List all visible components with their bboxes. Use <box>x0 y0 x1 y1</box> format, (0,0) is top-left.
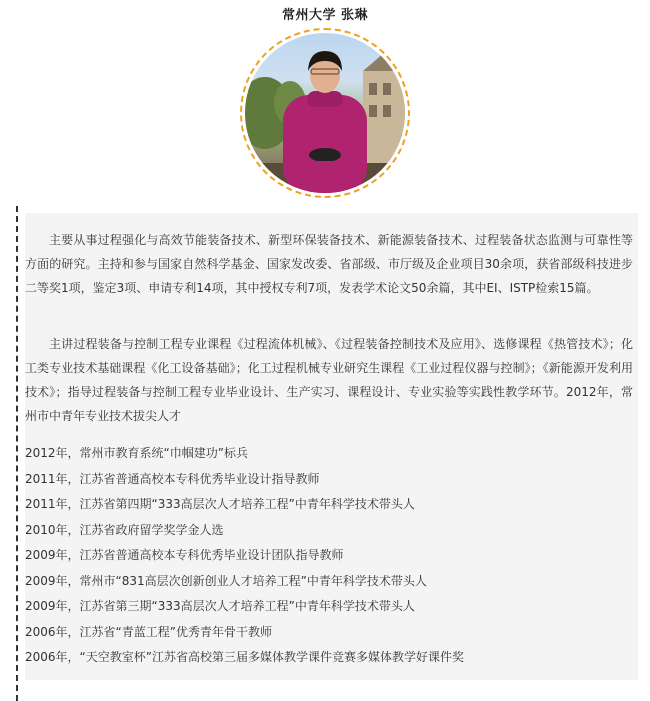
avatar <box>240 28 410 198</box>
honor-item: 2006年，江苏省“青蓝工程”优秀青年骨干教师 <box>25 624 272 639</box>
honor-item: 2011年，江苏省普通高校本专科优秀毕业设计指导教师 <box>25 471 320 486</box>
profile-photo <box>245 33 405 193</box>
honor-item: 2009年，江苏省第三期“333高层次人才培养工程”中青年科学技术带头人 <box>25 599 415 613</box>
honor-item: 2009年，常州市“831高层次创新创业人才培养工程”中青年科学技术带头人 <box>25 573 427 588</box>
teaching-paragraph: 主讲过程装备与控制工程专业课程《过程流体机械》、《过程装备控制技术及应用》、选修课程《热管技术》；化工类专业技术基础课程《化工设备基础》；化工过程机械专业研究生课程《工业过程仪器与控制》；《新能源开发利用技术》；指导过程装备与控制工程专业毕业设计、生产实习、课程设计、专业实验等实践性教学环节。2012年，常州市中青年专业技术拔尖人才 <box>25 337 633 423</box>
honor-item: 2006年，“天空教室杯”江苏省高校第三届多媒体教学课件竞赛多媒体教学好课件奖 <box>25 650 464 664</box>
honor-item: 2011年，江苏省第四期“333高层次人才培养工程”中青年科学技术带头人 <box>25 497 415 511</box>
research-paragraph: 主要从事过程强化与高效节能装备技术、新型环保装备技术、新能源装备技术、过程装备状态监测与可靠性等方面的研究。主持和参与国家自然科学基金、国家发改委、省部级、市厅级及企业项目30余项，获省部级科技进步二等奖1项，鉴定3项、申请专利14项，其中授权专利7项，发表学术论文50余篇，其中EI、ISTP检索15篇。 <box>25 233 633 295</box>
timeline-divider <box>16 206 18 701</box>
honor-item: 2012年，常州市教育系统“巾帼建功”标兵 <box>25 446 248 460</box>
honor-item: 2009年，江苏省普通高校本专科优秀毕业设计团队指导教师 <box>25 548 344 562</box>
honor-item: 2010年，江苏省政府留学奖学金人选 <box>25 522 224 537</box>
page-title: 常州大学 张琳 <box>281 8 369 23</box>
honors-list <box>25 441 633 671</box>
